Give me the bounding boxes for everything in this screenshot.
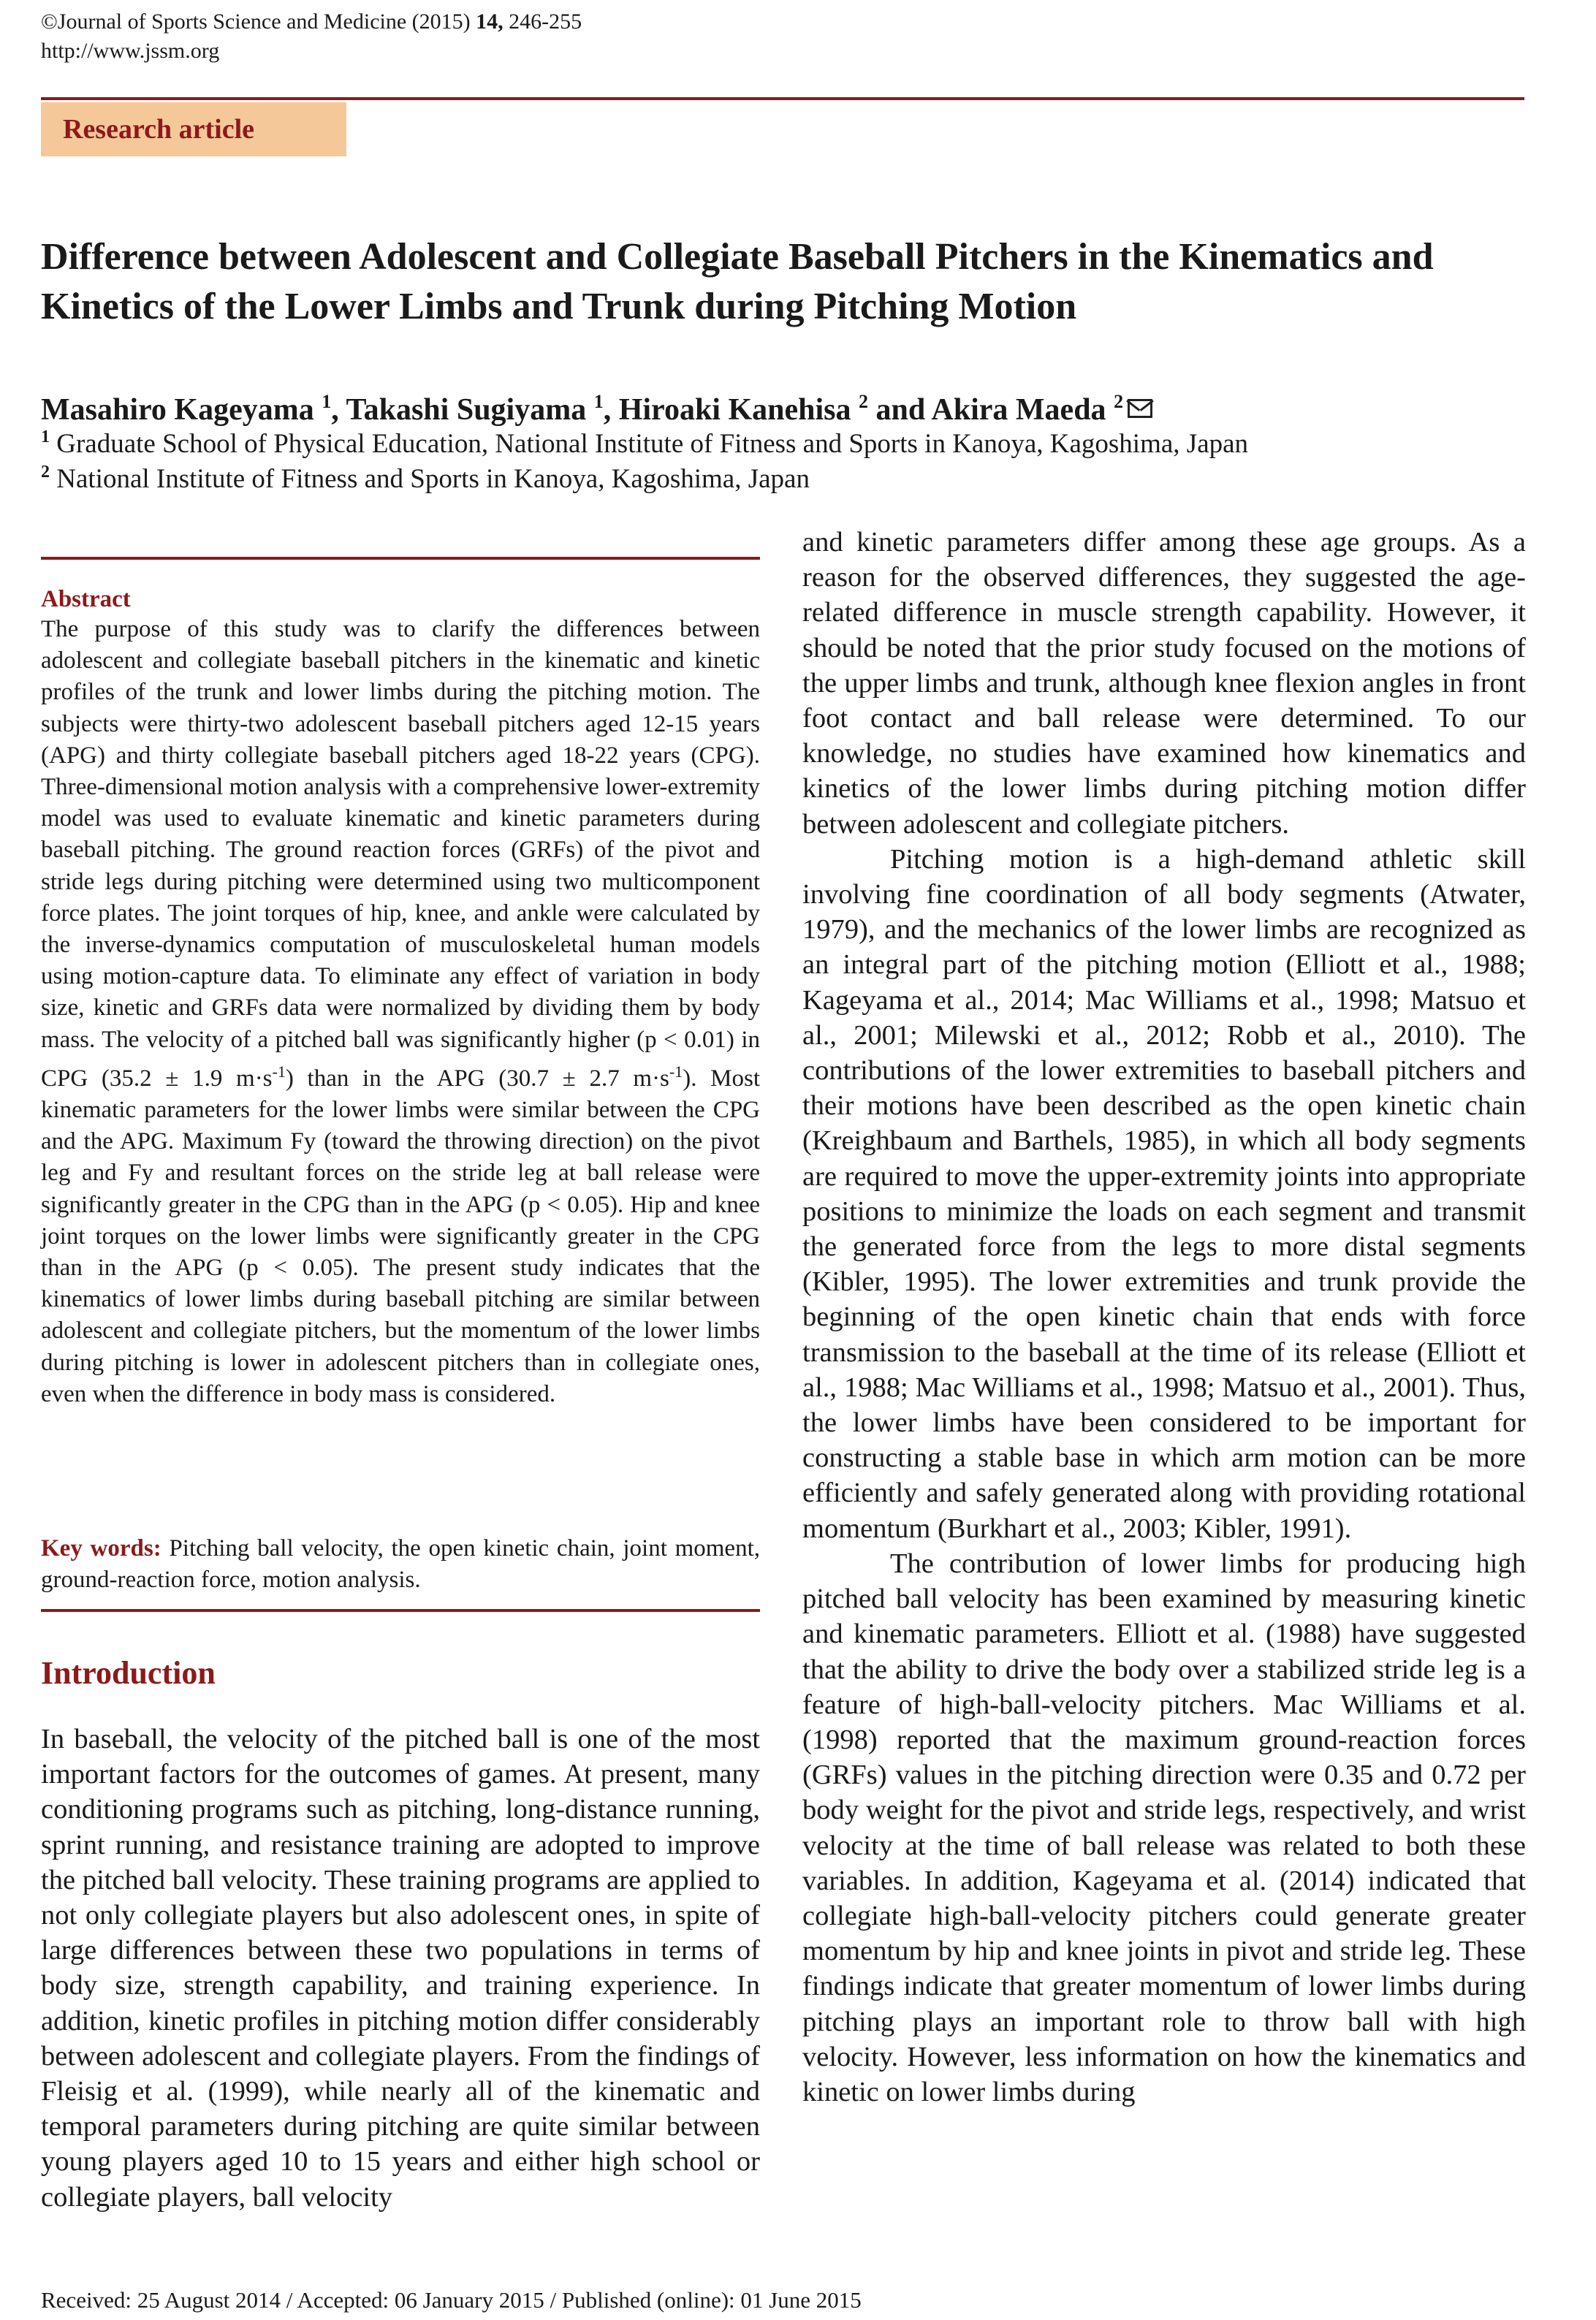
author-name: , Hiroaki Kanehisa: [603, 393, 851, 427]
journal-url[interactable]: http://www.jssm.org: [41, 39, 220, 63]
keywords: [41, 1533, 760, 1596]
abstract-body: The purpose of this study was to clarify the differences between adolescent and collegiate baseball pitchers in the kinematic and kinetic profiles of the trunk and lower limbs during the pitching motion. The subjects were thirty-two adolescent baseball pitchers aged 12-15 years (APG) and thirty collegiate baseball pitchers aged 18-22 years (CPG). Three-dimensional motion analysis with a comprehensive lower-extremity model was used to evaluate kinematic and kinetic parameters during baseball pitching. The ground reaction forces (GRFs) of the pivot and stride legs during pitching were determined using two multicomponent force plates. The joint torques of hip, knee, and ankle were calculated by the inverse-dynamics computation of musculoskeletal human models using motion-capture data. To eliminate any effect of variation in body size, kinetic and GRFs data were normalized by dividing them by body mass. The velocity of a pitched ball was significantly higher (p < 0.01) in CPG (35.2 ± 1.9 $m\cdot s^{-1}$) than in the APG (30.7 ± 2.7 $m\cdot s^{-1}$). Most kinematic parameters for the lower limbs were similar between the CPG and the APG. Maximum Fy (toward the throwing direction) on the pivot leg and Fy and resultant forces on the stride leg at ball release were significantly greater in the CPG than in the APG (p < 0.05). Hip and knee joint torques on the lower limbs were significantly greater in the CPG than in the APG (p < 0.05). The present study indicates that the kinematics of lower limbs during baseball pitching are similar between adolescent and collegiate pitchers, but the momentum of the lower limbs during pitching is lower in adolescent pitchers than in collegiate ones, even when the difference in body mass is considered.: [41, 616, 761, 1407]
journal-pages: 246-255: [503, 9, 582, 34]
keywords-bottom-rule: [41, 1609, 760, 1612]
affiliation-1: $^1$ Graduate School of Physical Education, National Institute of Fitness and Sports in Kanoya, Kagoshima, Japan: [41, 427, 1249, 459]
abstract-heading: Abstract: [41, 586, 131, 612]
author-name: , Takashi Sugiyama: [331, 393, 587, 427]
email-envelope-icon[interactable]: [1128, 399, 1152, 418]
author-name: and Akira Maeda: [868, 393, 1106, 427]
journal-volume: 14,: [476, 9, 503, 34]
paper-title: Difference between Adolescent and Collegiate Baseball Pitchers in the Kinematics and Kinetics of the Lower Limbs and Trunk during Pitching Motion: [41, 236, 1434, 327]
introduction-heading: Introduction: [41, 1655, 216, 1691]
paragraph: and kinetic parameters differ among these age groups. As a reason for the observed differences, they suggested the age-related difference in muscle strength capability. However, it should be noted that the prior study focused on the motions of the upper limbs and trunk, although knee flexion angles in front foot contact and ball release were determined. To our knowledge, no studies have examined how kinematics and kinetics of the lower limbs during pitching motion differ between adolescent and collegiate pitchers.: [802, 527, 1526, 840]
author-affiliation-mark: 1: [322, 391, 332, 412]
keywords-text: Pitching ball velocity, the open kinetic chain, joint moment, ground-reaction force, motion analysis.: [41, 1535, 760, 1593]
abstract-top-rule: [41, 557, 760, 560]
author-affiliation-mark: 2: [859, 391, 869, 412]
keywords-label: Key words:: [41, 1535, 162, 1562]
author-name: Masahiro Kageyama: [41, 393, 314, 427]
affiliation-2: $^2$ National Institute of Fitness and Sports in Kanoya, Kagoshima, Japan: [41, 463, 810, 494]
received-dates: Received: 25 August 2014 / Accepted: 06 January 2015 / Published (online): 01 June 2015: [41, 2287, 862, 2313]
right-column: [802, 525, 1526, 2110]
journal-citation: ©Journal of Sports Science and Medicine (2015) 14, 246-255 http://www.jssm.org: [41, 7, 582, 66]
paragraph: Pitching motion is a high-demand athletic skill involving fine coordination of all body segments (Atwater, 1979), and the mechanics of the lower limbs are recognized as an integral part of the pitching motion (Elliott et al., 1988; Kageyama et al., 2014; Mac Williams et al., 1998; Matsuo et al., 2001; Milewski et al., 2012; Robb et al., 2010). The contributions of the lower extremities to baseball pitchers and their motions have been described as the open kinetic chain (Kreighbaum and Barthels, 1985), in which all body segments are required to move the upper-extremity joints into appropriate positions to minimize the loads on each segment and transmit the generated force from the legs to more distal segments (Kibler, 1995). The lower extremities and trunk provide the beginning of the open kinetic chain that ends with force transmission to the baseball at the time of its release (Elliott et al., 1988; Mac Williams et al., 1998; Matsuo et al., 2001). Thus, the lower limbs have been considered to be important for constructing a stable base in which arm motion can be more efficiently and safely generated along with providing rotational momentum (Burkhart et al., 2003; Kibler, 1991).: [802, 843, 1526, 1544]
paragraph: The contribution of lower limbs for producing high pitched ball velocity has been examined by measuring kinetic and kinematic parameters. Elliott et al. (1988) have suggested that the ability to drive the body over a stabilized stride leg is a feature of high-ball-velocity pitchers. Mac Williams et al. (1998) reported that the maximum ground-reaction forces (GRFs) values in the pitching direction were 0.35 and 0.72 per body weight for the pivot and stride legs, respectively, and wrist velocity at the time of ball release was related to both these variables. In addition, Kageyama et al. (2014) indicated that collegiate high-ball-velocity pitchers could generate greater momentum by hip and knee joints in pivot and stride leg. These findings indicate that greater momentum of lower limbs during pitching plays an important role to throw ball with high velocity. However, less information on how the kinematics and kinetic on lower limbs during: [802, 1548, 1526, 2107]
article-type-label: Research article: [63, 114, 255, 145]
introduction-left-column: In baseball, the velocity of the pitched ball is one of the most important factors for the outcomes of games. At present, many conditioning programs such as pitching, long-distance running, sprint running, and resistance training are adopted to improve the pitched ball velocity. These training programs are applied to not only collegiate players but also adolescent ones, in spite of large differences between these two populations in terms of body size, strength capability, and training experience. In addition, kinetic profiles in pitching motion differ considerably between adolescent and collegiate players. From the findings of Fleisig et al. (1999), while nearly all of the kinematic and temporal parameters during pitching are quite similar between young players aged 10 to 15 years and either high school or collegiate players, ball velocity: [41, 1724, 760, 2213]
author-affiliation-mark: 2: [1114, 391, 1124, 412]
author-affiliation-mark: 1: [593, 391, 604, 412]
header-rule: [41, 97, 1524, 100]
